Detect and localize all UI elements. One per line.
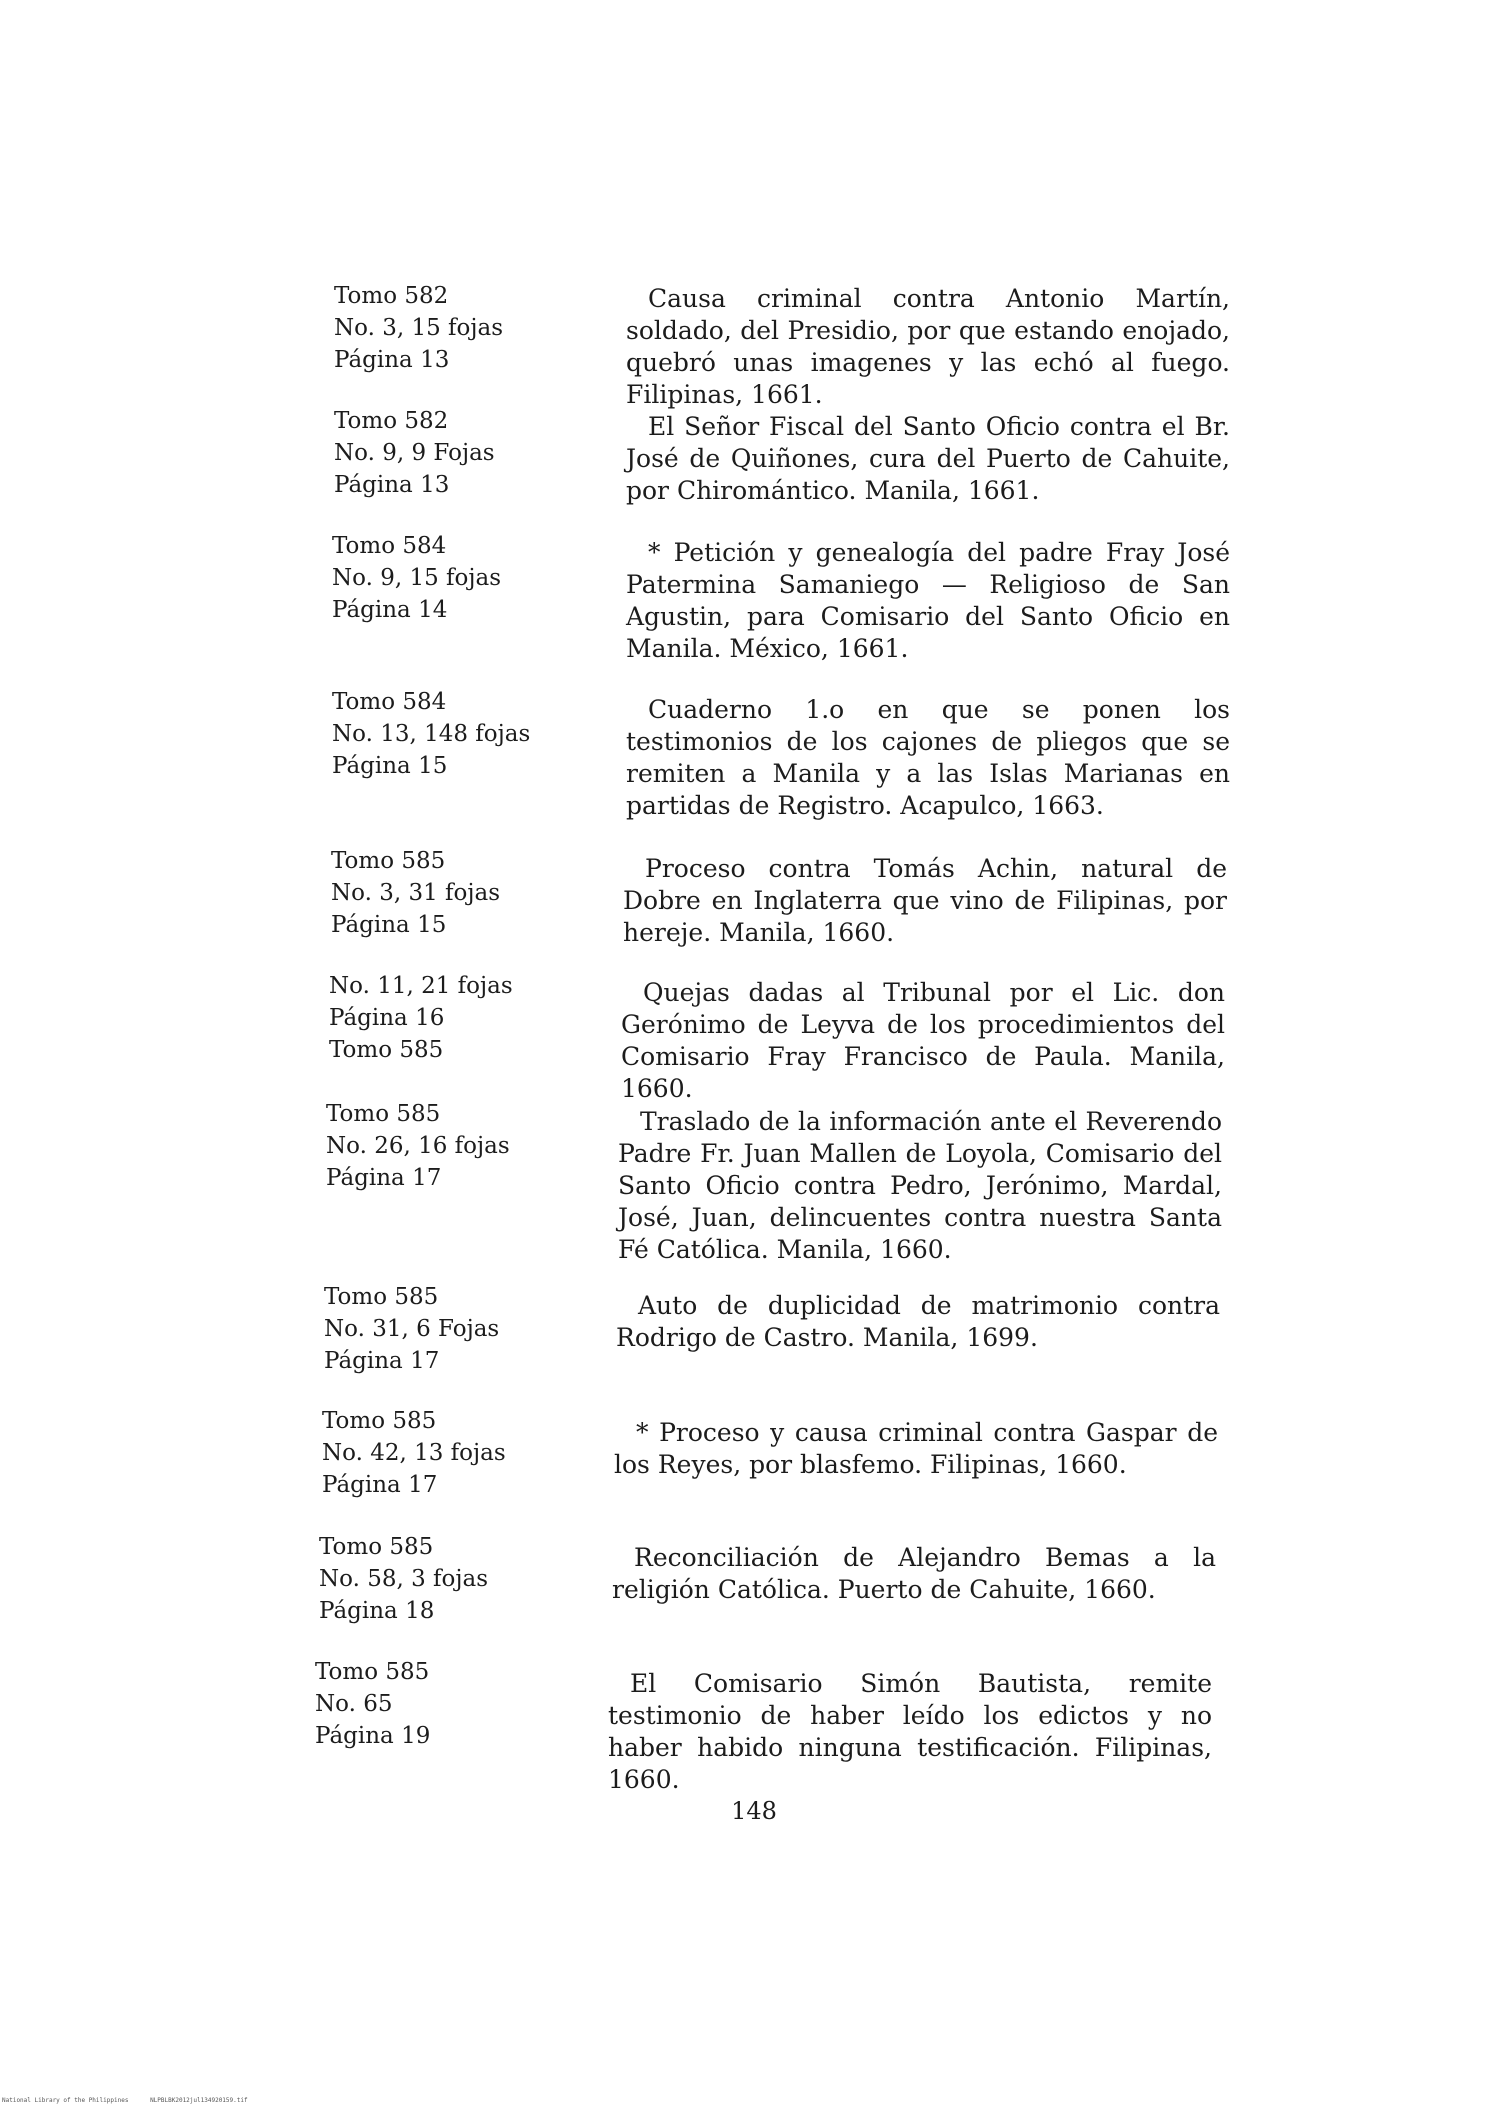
entry-description: Auto de duplicidad de matrimonio contra Rodrigo de Castro. Manila, 1699.: [616, 1291, 1220, 1352]
entry-reference: [315, 1656, 430, 1752]
entry-description: Proceso contra Tomás Achin, natural de Dobre en Inglaterra que vino de Filipinas, por hereje. Manila, 1660.: [623, 854, 1227, 947]
ref-line: Página 16: [329, 1005, 445, 1031]
ref-line: No. 3, 31 fojas: [331, 880, 501, 906]
scan-footer: [2, 2097, 266, 2104]
entry-reference: [326, 1098, 510, 1194]
page-number: 148: [731, 1797, 777, 1825]
ref-line: Página 14: [332, 597, 448, 623]
entry-reference: [324, 1281, 499, 1377]
entry-reference: [332, 530, 501, 626]
ref-line: Tomo 584: [332, 533, 447, 559]
entry-reference: [332, 686, 530, 782]
ref-line: Tomo 585: [315, 1659, 430, 1685]
ref-line: No. 26, 16 fojas: [326, 1133, 510, 1159]
entry-description: Quejas dadas al Tribunal por el Lic. don Gerónimo de Leyva de los procedimientos del Comisario Fray Francisco de Paula. Manila, 1660.: [621, 978, 1225, 1103]
ref-line: No. 9, 15 fojas: [332, 565, 502, 591]
ref-line: Página 13: [334, 472, 450, 498]
entry-description: * Proceso y causa criminal contra Gaspar de los Reyes, por blasfemo. Filipinas, 1660.: [614, 1418, 1218, 1479]
footer-library: National Library of the Philippines: [2, 2097, 129, 2104]
ref-line: Tomo 585: [326, 1101, 441, 1127]
entry-reference: [334, 405, 495, 501]
ref-line: Página 17: [326, 1165, 442, 1191]
ref-line: Tomo 585: [329, 1037, 444, 1063]
ref-line: Página 13: [334, 347, 450, 373]
ref-line: Tomo 585: [319, 1534, 434, 1560]
entry-description: Cuaderno 1.o en que se ponen los testimonios de los cajones de pliegos que se remiten a Manila y a las Islas Marianas en partidas de Registro. Acapulco, 1663.: [626, 695, 1230, 820]
entry-reference: [329, 970, 513, 1066]
ref-line: Tomo 582: [334, 283, 449, 309]
entry-description: * Petición y genealogía del padre Fray José Patermina Samaniego — Religioso de San Agustin, para Comisario del Santo Oficio en Manila. México, 1661.: [626, 538, 1230, 663]
entry-reference: [322, 1405, 506, 1501]
entry-description: Causa criminal contra Antonio Martín, soldado, del Presidio, por que estando enojado, quebró unas imagenes y las echó al fuego. Filipinas, 1661.: [626, 284, 1230, 409]
ref-line: No. 11, 21 fojas: [329, 973, 513, 999]
ref-line: No. 3, 15 fojas: [334, 315, 504, 341]
entry-description: Traslado de la información ante el Reverendo Padre Fr. Juan Mallen de Loyola, Comisario del Santo Oficio contra Pedro, Jerónimo, Mardal, José, Juan, delincuentes contra nuestra Santa Fé Católica. Manila, 1660.: [618, 1107, 1222, 1264]
entry-reference: [319, 1531, 488, 1627]
ref-line: Tomo 584: [332, 689, 447, 715]
ref-line: No. 42, 13 fojas: [322, 1440, 506, 1466]
entry-reference: [331, 845, 500, 941]
ref-line: No. 13, 148 fojas: [332, 721, 531, 747]
ref-line: Página 19: [315, 1723, 431, 1749]
ref-line: Tomo 585: [322, 1408, 437, 1434]
ref-line: No. 31, 6 Fojas: [324, 1316, 500, 1342]
ref-line: Tomo 585: [331, 848, 446, 874]
footer-filename: NLPBLBK2012jul134920159.tif: [150, 2097, 248, 2104]
ref-line: No. 9, 9 Fojas: [334, 440, 495, 466]
ref-line: No. 65: [315, 1691, 393, 1717]
ref-line: Página 15: [332, 753, 448, 779]
entry-description: El Comisario Simón Bautista, remite testimonio de haber leído los edictos y no haber habido ninguna testificación. Filipinas, 1660.: [608, 1669, 1212, 1794]
ref-line: Página 17: [324, 1348, 440, 1374]
ref-line: Página 15: [331, 912, 447, 938]
entry-description: El Señor Fiscal del Santo Oficio contra el Br. José de Quiñones, cura del Puerto de Cahuite, por Chiromántico. Manila, 1661.: [626, 412, 1230, 505]
ref-line: Tomo 582: [334, 408, 449, 434]
ref-line: Página 17: [322, 1472, 438, 1498]
ref-line: Página 18: [319, 1598, 435, 1624]
entry-reference: [334, 280, 503, 376]
ref-line: Tomo 585: [324, 1284, 439, 1310]
entry-description: Reconciliación de Alejandro Bemas a la religión Católica. Puerto de Cahuite, 1660.: [612, 1543, 1216, 1604]
ref-line: No. 58, 3 fojas: [319, 1566, 489, 1592]
